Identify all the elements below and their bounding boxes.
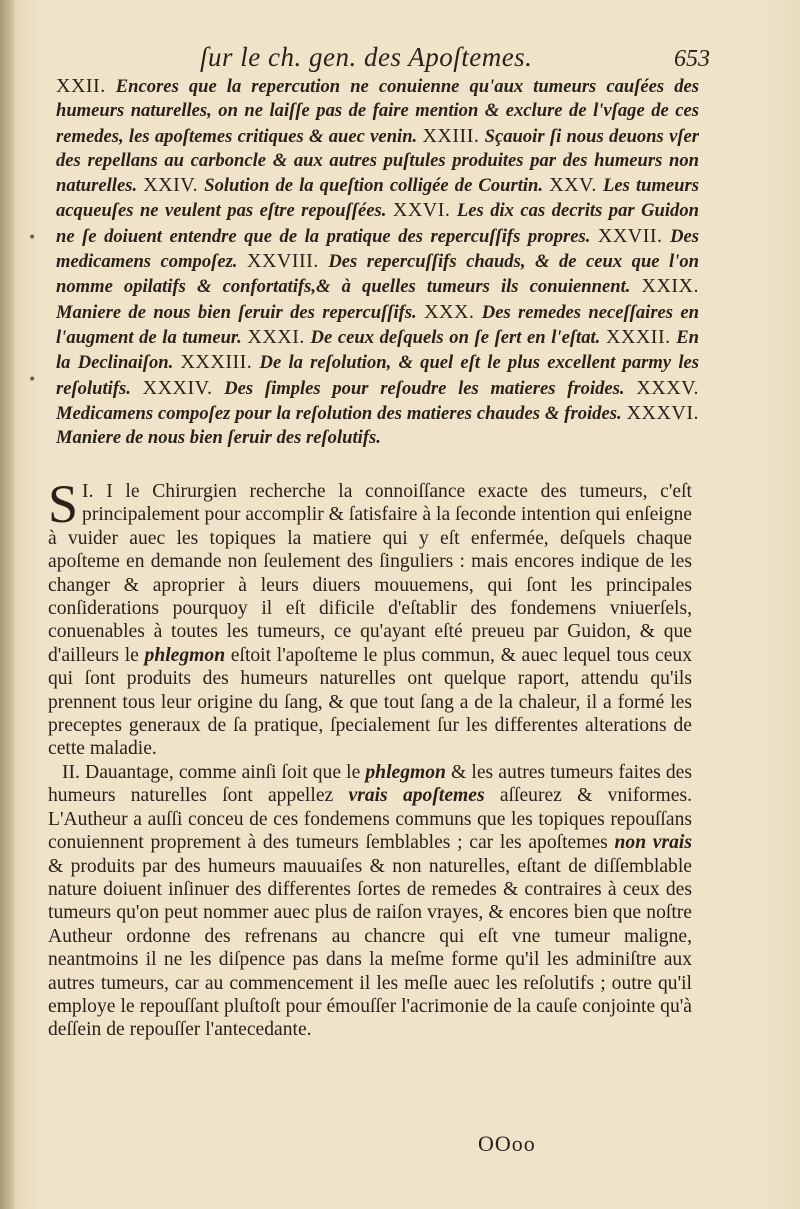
emphasis: phlegmon — [144, 644, 226, 666]
margin-dot: • — [28, 372, 37, 388]
margin-dot: • — [28, 230, 37, 246]
summary-item: XXX. Des remedes neceſſaires en l'augment de la tumeur. — [56, 300, 699, 348]
paragraph-2: II. Dauantage, comme ainſi ſoit que le phlegmon & les autres tumeurs faites des humeurs naturelles ſont appellez vrais apoſtemes aſſeurez & vniformes. L'Autheur a auſſi conceu de ces fondemens communs que les topiques repouſſans conuiennent proprement à des tumeurs ſemblables ; car les apoſtemes non vrais & produits par des humeurs mauuaiſes & non naturelles, eſtant de diſſemblable nature doiuent inſinuer des differentes ſortes de remedes & contraires à ceux des tumeurs qu'on peut nommer auec plus de raiſon vrayes, & encores bien que noſtre Autheur ordonne des refrenans au chancre qui eſt vne tumeur maligne, neantmoins il ne les diſpence pas dans la meſme forme qu'il les adminiſtre aux autres tumeurs, car au commencement il les meſle auec les reſolutifs ; outre qu'il employe le repouſſant pluſtoſt pour émouſſer l'acrimonie de la cauſe conjointe qu'à deſſein de repouſſer l'antecedante. — [48, 761, 693, 1041]
page-number: 653 — [674, 46, 710, 72]
summary-item: XXII. Encores que la repercution ne conuienne qu'aux tumeurs cauſées des humeurs naturelles, on ne laiſſe pas de faire mention & exclure de l'vſage de ces remedes, les apoſtemes critiques & auec venin. — [56, 75, 700, 147]
chapter-summary — [56, 74, 699, 450]
emphasis: phlegmon — [365, 761, 446, 783]
summary-item: XXXV. Medicamens compoſez pour la reſolution des matieres chaudes & froides. — [56, 376, 700, 424]
summary-item: XXXI. De ceux deſquels on ſe ſert en l'eſtat. — [247, 325, 601, 348]
summary-item: XXXII. En la Declinaiſon. — [56, 325, 699, 374]
page-header — [200, 42, 710, 76]
summary-item: XXIV. Solution de la queſtion colligée de Courtin. — [143, 174, 544, 197]
summary-item: XXIII. Sçauoir ſi nous deuons vſer des repellans au carboncle & aux autres puſtules produites par des humeurs non naturelles. — [56, 124, 700, 197]
paragraph-1: I. S I le Chirurgien recherche la connoiſſance exacte des tumeurs, c'eſt principalement pour accomplir & ſatisfaire à la ſeconde intention qui enſeigne à vuider auec les topiques la matiere qui y eſt enfermée, deſquels chaque apoſteme en demande non ſeulement des ſinguliers : mais encores indique de les changer & aproprier à leurs diuers mouuemens, qui ſont les principales conſiderations pourquoy il eſt dificile d'eſtablir des fondemens vniuerſels, conuenables à toutes les tumeurs, ce qu'ayant eſté preueu par Guidon, & que d'ailleurs le phlegmon eſtoit l'apoſteme le plus commun, & auec lequel tous ceux qui ſont produits des humeurs naturelles ont quelque raport, attendu qu'ils prennent tous leur origine du ſang, & que tout ſang a de la chaleur, il a formé les preceptes generaux de ſa pratique, ſpecialement ſur les differentes alterations de cette maladie. — [48, 474, 692, 760]
drop-cap: S — [48, 474, 79, 534]
body-text — [48, 474, 693, 1042]
paragraph-number: II. — [62, 761, 80, 783]
summary-item: XXVI. Les dix cas decrits par Guidon ne ſe doiuent entendre que de la pratique des repercuſſifs propres. — [56, 199, 699, 247]
summary-item: XXXIII. De la reſolution, & quel eſt le plus excellent parmy les reſolutifs. — [56, 351, 699, 399]
summary-item: XXVIII. Des repercuſſifs chauds, & de ceux que l'on nomme opilatifs & confortatifs,& à quelles tumeurs ils conuiennent. — [56, 250, 700, 298]
summary-item: XXIX. Maniere de nous bien ſeruir des repercuſſifs. — [56, 275, 699, 323]
running-head: ſur le ch. gen. des Apoſtemes. — [200, 42, 533, 72]
emphasis: non vrais — [614, 832, 692, 854]
emphasis: vrais apoſtemes — [348, 785, 485, 807]
summary-item: XXVII. Des medicamens compoſez. — [56, 224, 699, 273]
summary-item: XXV. Les tumeurs acqueuſes ne veulent pas eſtre repouſſées. — [56, 174, 699, 222]
summary-item: XXXIV. Des ſimples pour reſoudre les matieres froides. — [142, 376, 625, 399]
paragraph-number: I. — [82, 481, 94, 502]
summary-item: XXXVI. Maniere de nous bien ſeruir des reſolutifs. — [56, 401, 699, 449]
binding-gutter — [0, 0, 14, 1209]
catchword: OOoo — [478, 1131, 536, 1156]
